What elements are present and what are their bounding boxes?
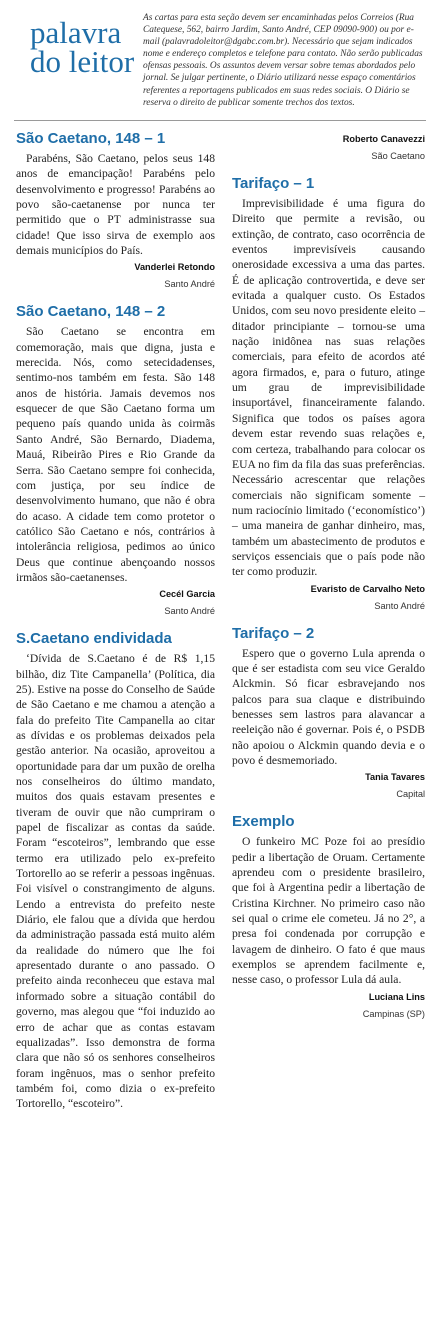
submission-guidelines: As cartas para esta seção devem ser encaminhadas pelos Correios (Rua Catequese, 562, bairro Jardim, Santo André, CEP 09090-900) ou por e-mail (palavradoleitor@dgabc.com.br). Necessário que sejam indicados nome e endereço completos e telefone para contato. Não serão publicadas ofensas pessoais. Os assuntos devem versar sobre temas abordados pelo jornal. Se julgar pertinente, o Diário utilizará nesse espaço comentários referentes a reportagens publicados em suas redes sociais. O Diário se reserva o direito de publicar somente trechos dos textos. xyxy=(143,13,423,108)
letter-title: São Caetano, 148 – 1 xyxy=(16,130,166,147)
letter-author: Vanderlei Retondo xyxy=(134,262,215,273)
letter-body: Parabéns, São Caetano, pelos seus 148 anos de emancipação! Parabéns pelo desenvolvimento e progresso! Parabéns ao povo são-caetanense por nunca ter permitido que o PT administrasse sua cidade! Que isso sirva de exemplo aos demais municípios do País. xyxy=(16,152,215,258)
letter-title: Tarifaço – 2 xyxy=(232,624,315,642)
letter-city: Santo André xyxy=(374,600,425,611)
letter-tarifaco-2 xyxy=(232,625,425,800)
letter-city: Santo André xyxy=(164,279,215,290)
letter-title: Exemplo xyxy=(232,813,295,831)
section-title-line-2: do leitor xyxy=(30,44,135,79)
letter-title: S.Caetano endividada xyxy=(16,630,172,648)
letter-s-caetano-endividada-signature xyxy=(232,134,425,161)
letter-author: Cecél Garcia xyxy=(159,589,215,600)
letter-author: Tania Tavares xyxy=(365,772,425,783)
letter-author: Roberto Canavezzi xyxy=(342,134,425,144)
letter-body: Imprevisibilidade é uma figura do Direito que permite a revisão, ou extinção, de contrato, caso ocorrência de eventos imprevisíveis causando onerosidade excessiva a uma das partes. É de aplicação controvertida, e deve ser evitada a qualquer custo. Os Estados Unidos, com seu novo presidente eleito – ditador principiante – tornou-se uma nação inidônea nas suas relações comerciais, para efeito de acordos até agora firmados, e, para o futuro, atinge um grau de imprevisibilidade insuportável, financeiramente falando. Significa que todos os países agora devem estar revendo suas relações e, com certeza, trabalhando para colocar os EUA no fim da fila das suas preferências. Necessário acrescentar que relações comerciais não significam somente – num raciocínio limitado (‘economístico’) – uma maneira de ganhar dinheiro, mas, também um abastecimento de produtos e serviços essenciais que o país pode não ter como produzir. xyxy=(232,197,425,579)
letter-city: São Caetano xyxy=(371,151,425,161)
section-title-line-1: palavra xyxy=(30,15,122,50)
left-column xyxy=(16,130,215,1126)
section-header xyxy=(0,0,433,118)
letter-body: O funkeiro MC Poze foi ao presídio pedir a libertação de Oruam. Certamente aprendeu com o presidente brasileiro, que foi à Argentina pedir a libertação de Cristina Kirchner. No primeiro caso não sei qual o crime ele cometeu. Já no 2°, a presa foi condenada por corrupção e lavagem de dinheiro. O fato é que maus exemplos se aprendem facilmente e, nesse caso, o professor Lula dá aula. xyxy=(232,835,425,987)
letter-author: Luciana Lins xyxy=(368,991,425,1002)
letter-s-caetano-endividada xyxy=(16,630,215,1111)
letter-sao-caetano-148-2 xyxy=(16,303,215,616)
letter-title: Tarifaço – 1 xyxy=(232,175,315,192)
letter-body: São Caetano se encontra em comemoração, mais que digna, justa e merecida. Nós, como setecidadenses, sentimo-nos também em festa. São 148 anos de história. Jamais devemos nos esquecer de que São Caetano forma um pequeno país quando unida às coirmãs Santo André, São Bernardo, Diadema, Mauá, Ribeirão Pires e Rio Grande da Serra. São Caetano sempre foi conhecida, com justiça, por seu índice de desenvolvimento humano, que não é obra do acaso. A cidade tem como protetor o católico São Caetano e nós, contrários à intolerância religiosa, pedimos ao único Deus que continue abençoando nossos irmãos são-caetanenses. xyxy=(16,325,215,584)
letter-body: ‘Dívida de S.Caetano é de R$ 1,15 bilhão, diz Tite Campanella’ (Política, dia 25). Estive na posse do Conselho de Saúde de São Caetano e me chamou a atenção a fala do prefeito Tite Campanella ao citar as dívidas e os problemas deixados pela gestão anterior. Na ocasião, aproveitou a oportunidade para dar um puxão de orelha nos conselheiros do último mandato, muitos dos quais estavam presentes e tiveram de ouvir que não cumpriram o papel de fiscalizar as contas da saúde. Foram “escoteiros”, lembrando que esse termo era utilizado pelo ex-prefeito Tortorello ao se referir a pessoas ingênuas. Foi visível o constrangimento de alguns. Lendo a entrevista do prefeito neste Diário, ele falou que a dívida que herdou da administração passada está muito além da realidade do número que lhe foi apresentado durante o ano passado. O prefeito ainda reconheceu que estava mal informado sobre a situação contábil do governo, mas alegou que “foi induzido ao erro de achar que as contas estavam equalizadas”. Isso demonstra de forma clara que não só os senhores conselheiros foram ingênuos, mas o senhor prefeito também foi, como dizia o ex-prefeito Tortorello, “escoteiro”. xyxy=(16,652,215,1111)
letter-sao-caetano-148-1 xyxy=(16,130,215,289)
section-title xyxy=(30,15,140,79)
header-divider xyxy=(14,120,426,121)
letter-title: São Caetano, 148 – 2 xyxy=(16,303,166,321)
letter-city: Capital xyxy=(396,789,425,800)
letter-author: Evaristo de Carvalho Neto xyxy=(310,583,425,594)
letter-city: Santo André xyxy=(164,606,215,617)
letter-body: Espero que o governo Lula aprenda o que é ser estadista com seu vice Geraldo Alckmin. Só ficar esbravejando nos palcos para sua claque e distribuindo benesses sem lastros para alavancar a reeleição não é governar. Pois é, o PSDB não apoiou o Alckmin quando devia e o povo é desmemoriado. xyxy=(232,646,425,767)
letter-city: Campinas (SP) xyxy=(362,1008,425,1019)
letter-exemplo xyxy=(232,813,425,1018)
letter-tarifaco-1 xyxy=(232,175,425,611)
right-column xyxy=(232,130,425,1033)
